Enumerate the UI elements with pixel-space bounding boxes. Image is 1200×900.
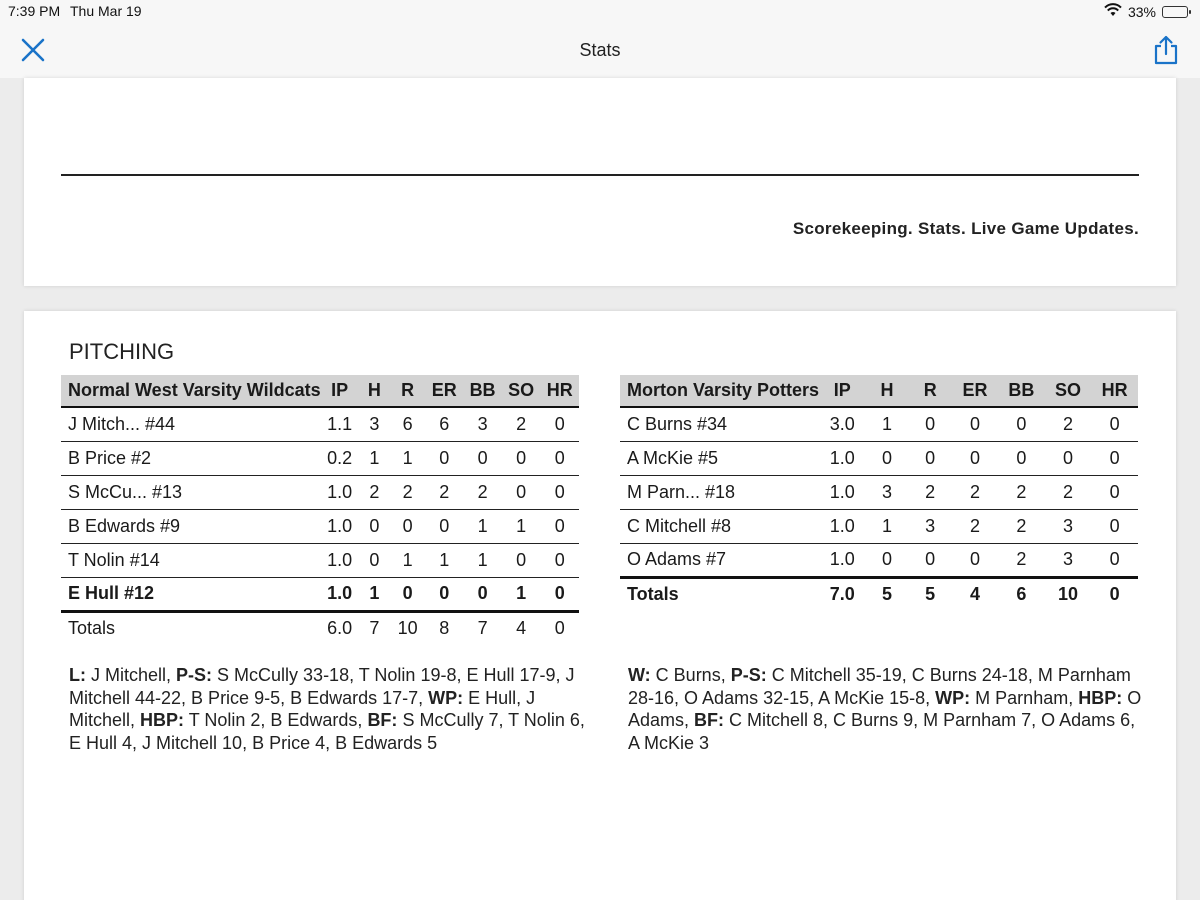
stat-cell: 3 [1045, 509, 1092, 543]
pitcher-name: A McKie #5 [620, 441, 819, 475]
table-header-row [620, 375, 1138, 407]
share-button[interactable] [1152, 34, 1180, 66]
stat-cell: 0 [865, 543, 908, 577]
stat-cell: 0 [390, 577, 425, 611]
table-row [61, 577, 579, 611]
col-header: BB [463, 375, 502, 407]
stat-cell: 0 [909, 543, 952, 577]
stat-cell: 0 [540, 407, 579, 441]
status-date: Thu Mar 19 [70, 3, 142, 19]
stat-cell: 8 [439, 618, 450, 639]
stat-cell: 2 [998, 543, 1045, 577]
stat-cell: 0 [952, 543, 998, 577]
pitcher-name: Totals [68, 618, 116, 639]
stat-cell: 1.0 [819, 543, 865, 577]
col-header: H [865, 375, 908, 407]
stat-cell: 6 [425, 407, 463, 441]
stat-cell: 0 [502, 543, 541, 577]
stat-cell: 7 [369, 618, 380, 639]
stat-cell: 6 [1016, 584, 1027, 605]
stat-cell: 7.0 [829, 584, 855, 605]
stat-cell: 5 [925, 584, 936, 605]
stat-cell: 0 [540, 543, 579, 577]
stat-cell: 0 [909, 407, 952, 441]
home-pitching-table [61, 375, 579, 645]
pitcher-name: B Price #2 [61, 441, 321, 475]
stat-cell: 6 [390, 407, 425, 441]
col-header: H [359, 375, 390, 407]
stat-cell: 3.0 [819, 407, 865, 441]
table-row [620, 441, 1138, 475]
home-pitching-notes: L: J Mitchell, P-S: S McCully 33-18, T Nolin 19-8, E Hull 17-9, J Mitchell 44-22, B Price 9-5, B Edwards 17-7, WP: E Hull, J Mitchell, HBP: T Nolin 2, B Edwards, BF: S McCully 7, T Nolin 6, E Hull 4, J Mitchell 10, B Price 4, B Edwards 5 [69, 665, 585, 753]
away-pitching-notes: W: C Burns, P-S: C Mitchell 35-19, C Burns 24-18, M Parnham 28-16, O Adams 32-15, A McKie 15-8, WP: M Parnham, HBP: O Adams, BF: C Mitchell 8, C Burns 9, M Parnham 7, O Adams 6, A McKie 3 [628, 665, 1142, 753]
stat-cell: 0 [390, 509, 425, 543]
table-row [61, 611, 579, 645]
stat-cell: 0 [909, 441, 952, 475]
stat-cell: 0 [425, 441, 463, 475]
stat-cell: 1.0 [819, 509, 865, 543]
stat-cell: 3 [865, 475, 908, 509]
stat-cell: 1.0 [321, 509, 359, 543]
stat-cell: 0 [1091, 509, 1138, 543]
col-header: IP [819, 375, 865, 407]
table-row [620, 407, 1138, 441]
stat-cell: 0 [1109, 584, 1120, 605]
stat-cell: 1 [502, 577, 541, 611]
pitcher-name: T Nolin #14 [61, 543, 321, 577]
stat-cell: 7 [477, 618, 488, 639]
stat-cell: 1.0 [819, 441, 865, 475]
stat-cell: 4 [969, 584, 980, 605]
table-row [620, 543, 1138, 577]
stat-cell: 0 [1091, 475, 1138, 509]
stat-cell: 1 [865, 509, 908, 543]
stat-cell: 1 [359, 441, 390, 475]
col-header: R [909, 375, 952, 407]
table-row [620, 577, 1138, 611]
team-name-header: Morton Varsity Potters [620, 375, 819, 407]
top-bar [0, 0, 1200, 78]
col-header: IP [321, 375, 359, 407]
stat-cell: 10 [397, 618, 418, 639]
table-row [61, 509, 579, 543]
stat-cell: 3 [1045, 543, 1092, 577]
stat-cell: 3 [359, 407, 390, 441]
stat-cell: 0 [540, 475, 579, 509]
col-header: R [390, 375, 425, 407]
page-title: Stats [579, 40, 621, 60]
table-row [61, 441, 579, 475]
stat-cell: 0 [463, 577, 502, 611]
stat-cell: 2 [1045, 475, 1092, 509]
battery-icon [1162, 6, 1188, 18]
col-header: BB [998, 375, 1045, 407]
col-header: ER [952, 375, 998, 407]
status-indicators [1104, 3, 1188, 20]
stat-cell: 0 [359, 543, 390, 577]
stat-cell: 2 [359, 475, 390, 509]
stat-cell: 0 [502, 475, 541, 509]
battery-percent: 33% [1127, 3, 1156, 20]
stat-cell: 1 [502, 509, 541, 543]
col-header: HR [1091, 375, 1138, 407]
away-pitching-table [620, 375, 1138, 611]
col-header: HR [540, 375, 579, 407]
pitcher-name: O Adams #7 [620, 543, 819, 577]
stat-cell: 2 [463, 475, 502, 509]
table-header-row [61, 375, 579, 407]
stat-cell: 1.1 [321, 407, 359, 441]
stat-cell: 0 [998, 441, 1045, 475]
stat-cell: 0 [540, 509, 579, 543]
stat-cell: 0 [540, 441, 579, 475]
team-name-header: Normal West Varsity Wildcats [61, 375, 321, 407]
stat-cell: 0 [998, 407, 1045, 441]
col-header: SO [502, 375, 541, 407]
stat-cell: 0.2 [321, 441, 359, 475]
share-icon [1152, 34, 1180, 66]
pitcher-name: B Edwards #9 [61, 509, 321, 543]
stat-cell: 0 [425, 577, 463, 611]
stat-cell: 1 [425, 543, 463, 577]
table-row [620, 475, 1138, 509]
stat-cell: 0 [952, 441, 998, 475]
stat-cell: 0 [1091, 543, 1138, 577]
stat-cell: 0 [1091, 441, 1138, 475]
stat-cell: 3 [463, 407, 502, 441]
col-header: ER [425, 375, 463, 407]
stat-cell: 1 [463, 509, 502, 543]
stat-cell: 0 [359, 509, 390, 543]
stat-cell: 10 [1058, 584, 1079, 605]
wifi-icon [1104, 3, 1122, 20]
divider [61, 174, 1139, 176]
pitcher-name: Totals [627, 584, 679, 605]
col-header: SO [1045, 375, 1092, 407]
stat-cell: 1 [865, 407, 908, 441]
table-row [61, 543, 579, 577]
pitcher-name: J Mitch... #44 [61, 407, 321, 441]
stat-cell: 0 [952, 407, 998, 441]
pitching-card [24, 311, 1176, 900]
stat-cell: 0 [425, 509, 463, 543]
stat-cell: 1 [463, 543, 502, 577]
stat-cell: 0 [554, 618, 565, 639]
stat-cell: 0 [1045, 441, 1092, 475]
stat-cell: 6.0 [327, 618, 353, 639]
table-row [620, 509, 1138, 543]
tagline: Scorekeeping. Stats. Live Game Updates. [792, 219, 1139, 238]
stat-cell: 1 [359, 577, 390, 611]
pitcher-name: E Hull #12 [61, 577, 321, 611]
branding-card [24, 78, 1176, 286]
status-time: 7:39 PM [8, 3, 61, 19]
pitcher-name: C Mitchell #8 [620, 509, 819, 543]
stat-cell: 0 [1091, 407, 1138, 441]
stat-cell: 2 [502, 407, 541, 441]
pitcher-name: M Parn... #18 [620, 475, 819, 509]
stat-cell: 2 [390, 475, 425, 509]
stat-cell: 5 [881, 584, 892, 605]
table-row [61, 407, 579, 441]
stat-cell: 1.0 [321, 577, 359, 611]
stat-cell: 2 [998, 475, 1045, 509]
stat-cell: 3 [909, 509, 952, 543]
stat-cell: 0 [502, 441, 541, 475]
stat-cell: 2 [952, 509, 998, 543]
stat-cell: 2 [425, 475, 463, 509]
stat-cell: 1.0 [321, 475, 359, 509]
stat-cell: 1 [390, 543, 425, 577]
stat-cell: 0 [463, 441, 502, 475]
table-row [61, 475, 579, 509]
stat-cell: 2 [952, 475, 998, 509]
stat-cell: 1.0 [819, 475, 865, 509]
stat-cell: 0 [540, 577, 579, 611]
section-title: PITCHING [69, 339, 175, 364]
stat-cell: 1 [390, 441, 425, 475]
pitcher-name: C Burns #34 [620, 407, 819, 441]
stat-cell: 4 [516, 618, 527, 639]
stat-cell: 2 [1045, 407, 1092, 441]
stat-cell: 1.0 [321, 543, 359, 577]
stat-cell: 0 [865, 441, 908, 475]
pitcher-name: S McCu... #13 [61, 475, 321, 509]
stat-cell: 2 [998, 509, 1045, 543]
stat-cell: 2 [909, 475, 952, 509]
